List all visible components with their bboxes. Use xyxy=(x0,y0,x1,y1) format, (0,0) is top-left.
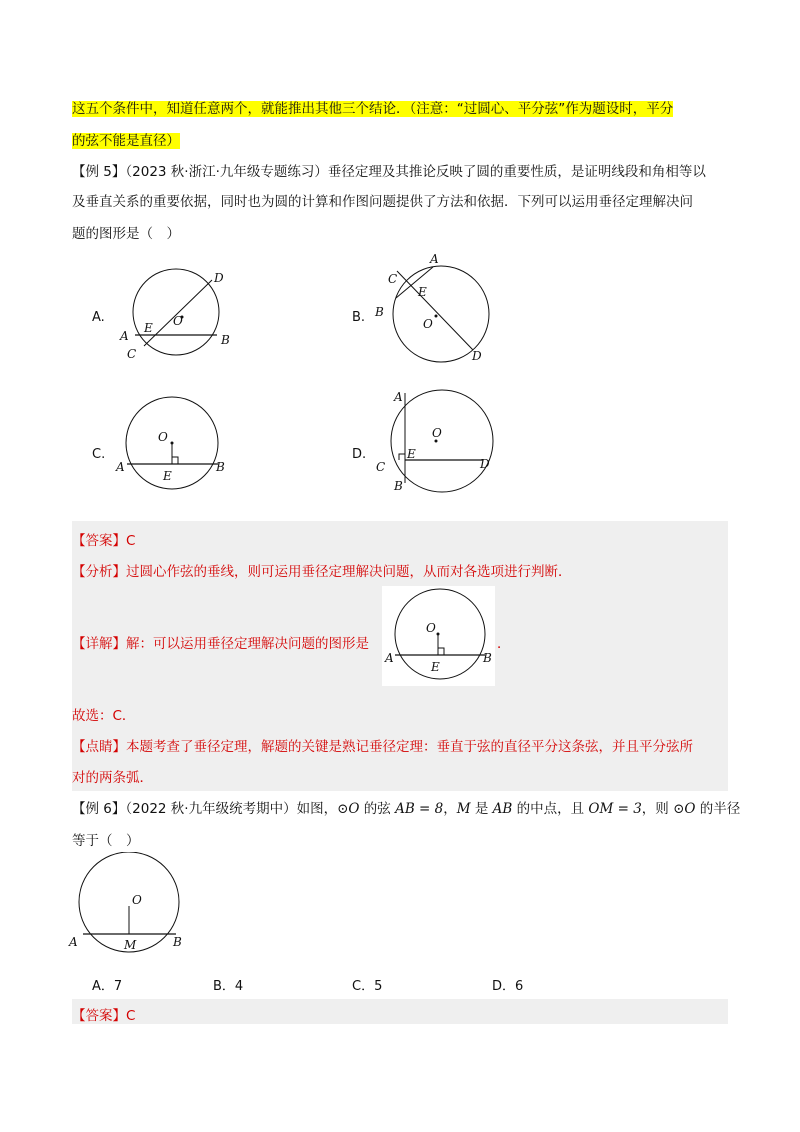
solution5-choose: 故选：C． xyxy=(72,708,136,724)
choice-d: D．6 xyxy=(492,979,524,994)
label-a: A xyxy=(120,329,129,343)
example5-line-3: 题的图形是（ ） xyxy=(72,226,180,242)
figure-option-c xyxy=(112,395,237,495)
solution5-figure xyxy=(382,586,495,686)
label-o: O xyxy=(426,621,436,635)
example5-line-1: 【例 5】（2023 秋·浙江·九年级专题练习）垂径定理及其推论反映了圆的重要性质，是证明线段和角相等以 xyxy=(72,164,706,180)
figure-option-b xyxy=(370,250,500,365)
label-c: C xyxy=(388,272,398,286)
solution5-detail-end: ． xyxy=(497,636,511,652)
label-b: B xyxy=(173,935,182,949)
solution6-panel xyxy=(72,999,728,1024)
solution5-figure-box xyxy=(382,586,495,686)
label-c: C xyxy=(127,347,137,361)
label-m: M xyxy=(124,938,137,952)
label-b: B xyxy=(394,479,403,493)
example6-line-2: 等于（ ） xyxy=(72,833,140,849)
choice-a: A．7 xyxy=(92,979,123,994)
label-a: A xyxy=(394,390,403,404)
solution5-detail: 【详解】解：可以运用垂径定理解决问题的图形是 xyxy=(72,636,369,652)
intro-line-2: 的弦不能是直径） xyxy=(72,133,180,149)
option-d-label: D. xyxy=(352,447,367,462)
solution5-analysis: 【分析】过圆心作弦的垂线，则可运用垂径定理解决问题，从而对各选项进行判断． xyxy=(72,564,572,580)
label-e: E xyxy=(144,321,153,335)
label-c: C xyxy=(376,460,386,474)
label-o: O xyxy=(158,430,168,444)
figure-option-a xyxy=(110,262,240,362)
intro-line-1: 这五个条件中，知道任意两个，就能推出其他三个结论．（注意：“过圆心、平分弦”作为题设时，平分 xyxy=(72,101,674,117)
option-c-label: C. xyxy=(92,447,106,462)
solution6-answer: 【答案】C xyxy=(72,1008,136,1024)
label-b: B xyxy=(375,305,384,319)
choice-b: B．4 xyxy=(213,979,244,994)
label-d: D xyxy=(214,271,224,285)
option-a-label: A. xyxy=(92,310,105,325)
label-o: O xyxy=(173,314,183,328)
label-d: D xyxy=(472,349,482,363)
label-b: B xyxy=(221,333,230,347)
solution5-comment-1: 【点睛】本题考查了垂径定理，解题的关键是熟记垂径定理：垂直于弦的直径平分这条弦，并且平分弦所 xyxy=(72,739,693,755)
label-d: D xyxy=(480,457,490,471)
choice-c: C．5 xyxy=(352,979,383,994)
label-e: E xyxy=(407,447,416,461)
solution5-comment-2: 对的两条弧． xyxy=(72,770,153,786)
label-b: B xyxy=(216,460,225,474)
example5-line-2: 及垂直关系的重要依据，同时也为圆的计算和作图问题提供了方法和依据．下列可以运用垂径定理解决问 xyxy=(72,194,693,210)
label-e: E xyxy=(431,660,440,674)
solution5-answer: 【答案】C xyxy=(72,533,136,549)
label-o: O xyxy=(432,426,442,440)
example6-figure xyxy=(66,852,191,957)
label-e: E xyxy=(163,469,172,483)
figure-option-d xyxy=(370,388,500,496)
label-e: E xyxy=(418,285,427,299)
label-b: B xyxy=(483,651,492,665)
example6-tag: 【例 6】 xyxy=(72,801,126,817)
label-a: A xyxy=(69,935,78,949)
option-b-label: B. xyxy=(352,310,366,325)
label-a: A xyxy=(430,252,439,266)
label-o: O xyxy=(423,317,433,331)
example5-tag: 【例 5】 xyxy=(72,164,126,180)
label-a: A xyxy=(116,460,125,474)
label-o: O xyxy=(132,893,142,907)
example6-line-1: 【例 6】（2022 秋·九年级统考期中）如图，⊙O 的弦 AB = 8，M 是 AB 的中点，且 OM = 3，则 ⊙O 的半径 xyxy=(72,801,741,817)
label-a: A xyxy=(385,651,394,665)
